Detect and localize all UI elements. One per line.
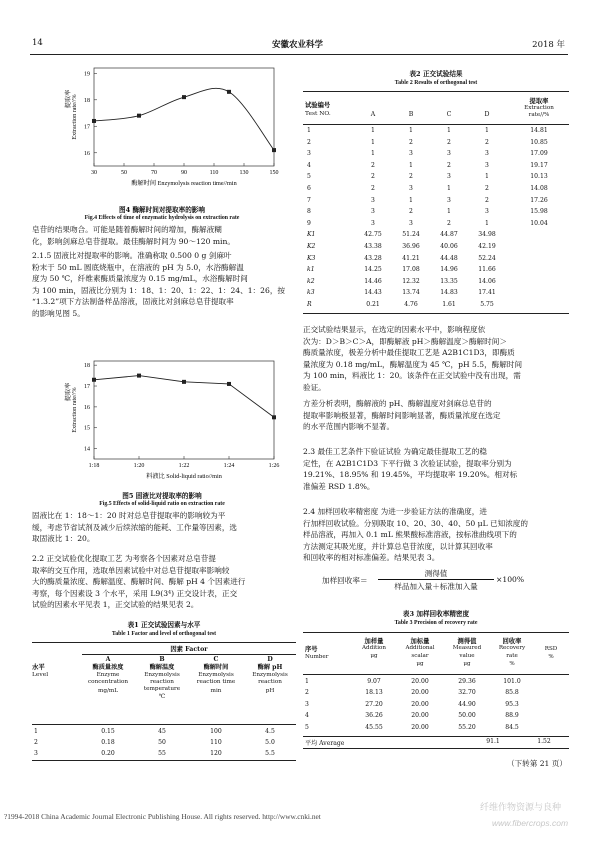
table-1-header-en2: reaction <box>258 679 282 685</box>
data-point <box>92 119 96 123</box>
table-3-cell: 27.20 <box>365 700 383 708</box>
table-3-header-cn: 序号 <box>305 646 318 653</box>
x-tick-label: 90 <box>181 170 187 176</box>
table-1-caption-cn: 表1 正交试验因素与水平 <box>127 621 201 629</box>
table-1-header-en1: Enzymolysis <box>198 672 234 678</box>
table-1-caption-en: Table 1 Factor and level of orthogonal test <box>111 631 217 637</box>
table-3-cell: 44.90 <box>458 700 476 708</box>
copyright-line: ?1994-2018 China Academic Journal Electronic Publishing House. All rights reserved. http://www.cnki.net <box>4 812 321 821</box>
table-2-rate-cn: 提取率 <box>529 98 549 105</box>
table-1-header-en1: Enzymolysis <box>144 672 180 678</box>
table-2-cell: 3 <box>485 208 489 216</box>
table-2-cell: 41.21 <box>402 254 420 262</box>
table-2-col-header: B <box>408 111 414 118</box>
table-3-average-rate: 91.1 <box>486 738 500 745</box>
table-2-cell: R <box>307 301 312 308</box>
section-2-1-5 <box>32 250 296 320</box>
table-2-cell: 4.76 <box>404 301 418 308</box>
x-tick-label: 50 <box>121 170 127 176</box>
table-2-cell: 2 <box>371 185 375 192</box>
table-2-cell: 44.87 <box>440 231 458 239</box>
table-1-header-en3: temperature <box>143 686 181 692</box>
table-3-cell: 4 <box>305 712 309 720</box>
y-axis-label-cn: 提取率 <box>65 89 72 109</box>
table-3-header-cn: 加标量 <box>410 638 430 645</box>
data-point <box>182 95 186 99</box>
table-2-cell: 3 <box>371 208 375 216</box>
y-tick-label: 17 <box>84 384 90 391</box>
text-line: 2.2 正交试验优化提取工艺 为考察各个因素对总皂苷提 <box>32 554 216 563</box>
table-3-header-en: μg <box>463 661 471 667</box>
table-2-cell: 17.09 <box>530 150 548 158</box>
table-2-cell: 2 <box>307 138 311 146</box>
data-point <box>137 374 141 378</box>
table-2-cell: 14.25 <box>364 266 382 274</box>
text-line: 2.1.5 固液比对提取率的影响。准确称取 0.500 0 g 剑麻叶 <box>32 251 232 260</box>
table-1-cell: 0.15 <box>101 728 115 735</box>
x-tick-label: 1:20 <box>133 463 145 469</box>
table-1-header-en1: Enzyme <box>96 672 120 678</box>
table-2-cell: 2 <box>485 138 489 146</box>
table-2-cell: 9 <box>307 219 311 227</box>
table-3-header-en: scalar <box>411 653 429 659</box>
table-2-cell: 44.48 <box>440 254 458 262</box>
table-2-cell: 3 <box>409 185 413 192</box>
table-2-cell: 42.19 <box>478 243 496 250</box>
table-2-cell: 1 <box>447 127 451 134</box>
table-2-cell: 10.13 <box>530 173 548 181</box>
table-3-cell: 55.20 <box>458 723 476 731</box>
data-point <box>272 148 276 152</box>
x-axis-label: 酶解时间 Enzymolysis reaction time//min <box>131 180 237 187</box>
table-2-rate-en1: Extraction <box>524 105 554 111</box>
table-2-cell: 14.83 <box>440 289 458 297</box>
header-rule <box>30 54 568 55</box>
table-1-level-cn: 水平 <box>32 663 45 671</box>
table-2-test-en: Test NO. <box>305 111 331 117</box>
text-line: 次为：D＞B＞C＞A，即酶解液 pH＞酶解温度＞酶解时间＞ <box>303 336 507 346</box>
y-tick-label: 14 <box>84 446 90 453</box>
table-1-header-unit: pH <box>265 688 275 694</box>
table-2-cell: 19.17 <box>530 161 548 169</box>
table-2-cell: 13.35 <box>440 277 458 285</box>
table-2-caption-en: Table 2 Results of orthogonal test <box>394 80 478 86</box>
table-1-cell: 2 <box>34 739 38 746</box>
table-3-cell: 20.00 <box>411 723 429 731</box>
table-3-header-cn: 测得值 <box>457 638 477 645</box>
table-2-cell: 3 <box>447 150 451 158</box>
table-2-cell: K1 <box>307 231 316 239</box>
table-2-rate-en2: rate//% <box>528 112 550 118</box>
section-2-3 <box>303 446 569 492</box>
table-1-header-cn: 酶解时间 <box>203 664 229 671</box>
text-line: “1.3.2”项下方法制备样品溶液，固液比对剑麻总皂苷提取率 <box>32 297 234 307</box>
table-1-cell: 100 <box>210 728 222 735</box>
table-2-cell: 2 <box>371 173 375 181</box>
table-2-cell: 1 <box>485 173 489 181</box>
text-line: 试验的因素水平见表 1，正交试验的结果见表 2。 <box>32 600 199 610</box>
table-1-header-cn: 酶解温度 <box>149 664 175 671</box>
table-2-cell: 15.98 <box>530 208 548 216</box>
table-1-cell: 0.18 <box>101 739 115 746</box>
text-line: 大的酶质量浓度、酶解温度、酶解时间、酶解 pH 4 个因素进行 <box>32 577 246 587</box>
table-2-cell: 3 <box>371 219 375 227</box>
table-3-cell: 18.13 <box>365 689 383 697</box>
table-1-cell: 120 <box>210 750 222 757</box>
data-point <box>182 380 186 384</box>
table-3-caption-cn: 表3 加样回收率精密度 <box>402 610 470 618</box>
table-2-cell: 3 <box>485 161 489 169</box>
table-2-cell: 1 <box>485 127 489 134</box>
table-1-header-en2: concentration <box>87 679 129 685</box>
x-tick-label: 150 <box>269 170 279 176</box>
table-2-cell: 17.41 <box>478 289 496 297</box>
table-2-cell: 1 <box>371 150 375 158</box>
table-3-cell: 2 <box>305 689 309 697</box>
figure-5-chart <box>50 355 290 487</box>
table-2-cell: 34.98 <box>478 231 496 239</box>
table-3-header-en: value <box>459 653 475 659</box>
y-tick-label: 18 <box>84 97 90 104</box>
table-2-cell: 0.21 <box>366 301 380 308</box>
table-2-cell: 3 <box>371 196 375 204</box>
table-3-cell: 20.00 <box>411 678 429 685</box>
table-1-level-en: Level <box>32 672 49 678</box>
table-2-cell: 43.28 <box>364 254 382 262</box>
table-3-header-en: Number <box>305 654 329 660</box>
table-3-average-label: 平均 Average <box>305 740 345 747</box>
table-3-cell: 5 <box>305 723 309 731</box>
text-line: 行加样回收试验。分别吸取 10、20、30、40、50 μL 已知浓度的 <box>303 518 528 528</box>
table-2-col-header: C <box>446 111 452 118</box>
table-2-cell: 13.74 <box>402 289 420 297</box>
table-2-cell: 1 <box>307 127 311 134</box>
table-3-header-en: % <box>509 661 515 667</box>
text-line: 考察，每个因素设 3 个水平，采用 L9(3⁴) 正交设计表，正交 <box>32 588 238 598</box>
table-3-cell: 84.5 <box>505 723 519 731</box>
text-line: 准偏差 RSD 1.8%。 <box>303 481 375 491</box>
table-2-cell: 1 <box>409 196 413 204</box>
table-2-cell: 51.24 <box>402 231 420 239</box>
table-2-cell: 5 <box>307 173 311 181</box>
table-2-cell: K2 <box>307 243 316 250</box>
watermark-url: www.fibercrops.com <box>492 818 569 828</box>
journal-title: 安徽农业科学 <box>271 40 323 50</box>
table-2-cell: k3 <box>307 289 315 297</box>
table-3-header-en: Addition <box>362 645 386 651</box>
x-tick-label: 130 <box>239 170 249 176</box>
table-2-cell: 3 <box>447 173 451 181</box>
y-axis-label-cn: 提取率 <box>65 382 72 402</box>
table-1-header-unit: mg/mL <box>97 688 119 694</box>
table-2-cell: k2 <box>307 277 315 285</box>
after-figure-5-paragraph <box>32 510 296 545</box>
table-3-cell: 29.36 <box>458 678 476 685</box>
table-1-header-cn: 酶解 pH <box>257 664 283 671</box>
table-2-cell: 12.32 <box>402 277 420 285</box>
y-tick-label: 16 <box>84 404 90 411</box>
table-1-header-unit: min <box>210 688 222 694</box>
table-2-col-header: D <box>484 111 490 118</box>
table-2-cell: 6 <box>307 185 311 192</box>
year: 2018 年 <box>532 40 565 50</box>
text-line: 缓，考虑节省试剂及减少后续浓缩的能耗、工作量等因素，选 <box>32 522 238 532</box>
table-2-cell: 2 <box>447 219 451 227</box>
text-line: 19.21%、18.95% 和 19.45%，平均提取率 19.20%。相对标 <box>303 470 518 480</box>
section-2-2 <box>32 553 296 611</box>
table-2-cell: 14.06 <box>478 277 496 285</box>
table-2-cell: 17.26 <box>530 196 548 204</box>
table-2-cell: 1 <box>409 161 413 169</box>
table-3-cell: 45.55 <box>365 723 383 731</box>
table-3-caption-en: Table 3 Precision of recovery rate <box>394 620 478 626</box>
formula-left: 加样回收率＝ <box>322 576 368 585</box>
text-line: 粉末于 50 mL 圆底烧瓶中，在溶液的 pH 为 5.0，水浴酶解温 <box>32 262 244 272</box>
table-1-header-letter: C <box>213 656 219 663</box>
table-2-cell: 14.43 <box>364 289 382 297</box>
text-line: 为 100 min，料液比 1：20。该条件在正交试验中没有出现，需 <box>303 371 521 381</box>
continued-note: （下转第 21 页） <box>506 759 567 768</box>
table-1-cell: 0.20 <box>101 750 115 757</box>
table-3-cell: 32.70 <box>458 689 476 697</box>
table-2-cell: 40.06 <box>440 243 458 250</box>
figure-5-caption-cn: 图5 固液比对提取率的影响 <box>122 492 202 500</box>
table-2-cell: 2 <box>447 161 451 169</box>
table-2-cell: 1 <box>447 208 451 216</box>
table-2-col-header: A <box>370 111 376 118</box>
table-1-header-en2: reaction time <box>196 679 236 685</box>
table-3-cell: 1 <box>305 678 309 685</box>
text-line: 的影响见图 5。 <box>32 308 85 318</box>
table-1-header-cn: 酶质量浓度 <box>92 664 124 671</box>
y-axis-label-en: Extraction rate//% <box>71 94 78 140</box>
text-line: 的水平范围内影响不显著。 <box>303 422 395 432</box>
table-2-cell: 1 <box>371 127 375 134</box>
watermark-cn: 纤维作物资源与良种 <box>480 802 562 812</box>
table-2-cell: 2 <box>371 161 375 169</box>
figure-4-chart <box>50 62 290 194</box>
table-2-cell: 2 <box>409 208 413 216</box>
table-2-cell: 3 <box>485 150 489 158</box>
text-line: 和回收率的相对标准偏差。结果见表 3。 <box>303 553 440 563</box>
data-point <box>227 90 231 94</box>
table-3-cell: 88.9 <box>505 712 519 720</box>
table-2-cell: K3 <box>307 254 316 262</box>
table-2-cell: 1.61 <box>442 301 456 308</box>
table-3-cell: 20.00 <box>411 700 429 708</box>
table-3-header-en: Measured <box>452 645 482 651</box>
x-axis-label: 料液比 Solid-liquid ratio//min <box>146 473 222 480</box>
table-3-header-en: μg <box>416 661 424 667</box>
formula-numerator: 测得值 <box>424 569 448 578</box>
table-2-cell: 17.08 <box>402 266 420 274</box>
table-2-cell: 14.46 <box>364 277 382 285</box>
table-2-cell: 1 <box>447 185 451 192</box>
table-2-cell: 2 <box>485 196 489 204</box>
text-line: 固液比在 1：18～1：20 时对总皂苷提取率的影响较为平 <box>32 511 226 520</box>
section-2-4 <box>303 506 569 564</box>
table-2-cell: 3 <box>307 150 311 158</box>
y-tick-label: 18 <box>84 363 90 370</box>
table-1-header-en1: Enzymolysis <box>252 672 288 678</box>
table-2-cell: 7 <box>307 196 311 204</box>
table-1-cell: 5.5 <box>265 750 275 757</box>
table-3-cell: 101.0 <box>503 678 521 685</box>
page-number: 14 <box>32 38 43 48</box>
table-1-cell: 1 <box>34 728 38 735</box>
table-3-header-cn: 加样量 <box>364 638 384 645</box>
table-1-header-letter: B <box>159 656 165 663</box>
text-line: 样品溶液，再加入 0.1 mL 熊果酸标准溶液，按标准曲线项下的 <box>303 530 517 540</box>
table-2-cell: 36.96 <box>402 243 420 250</box>
table-3-header-en: % <box>548 654 554 660</box>
anova-paragraph <box>303 398 569 433</box>
table-3-header-en: rate <box>506 653 518 659</box>
table-2-cell: 3 <box>409 150 413 158</box>
table-1-cell: 55 <box>158 750 166 757</box>
table-1-header-en2: reaction <box>150 679 174 685</box>
table-3-cell: 20.00 <box>411 689 429 697</box>
table-2-cell: 2 <box>409 173 413 181</box>
table-2-cell: 8 <box>307 208 311 216</box>
table-2-cell: 1 <box>485 219 489 227</box>
left-top-paragraph <box>32 224 296 247</box>
data-point <box>92 378 96 382</box>
data-point <box>227 382 231 386</box>
plot-frame <box>94 68 274 166</box>
table-2-cell: 10.04 <box>530 219 548 227</box>
text-line: 提取率影响极显著，酶解时间影响显著，酶质量浓度在选定 <box>303 410 501 420</box>
y-axis-label-en: Extraction rate//% <box>71 387 78 433</box>
table-2-cell: 52.24 <box>478 254 496 262</box>
x-tick-label: 1:22 <box>178 463 190 469</box>
text-line: 定性，在 A2B1C1D3 下平行做 3 次验证试验，提取率分别为 <box>303 458 512 468</box>
table-3-cell: 50.00 <box>458 712 476 720</box>
table-1-header-letter: D <box>267 656 273 663</box>
table-2-cell: 1 <box>409 127 413 134</box>
table-3-header-cn: 回收率 <box>502 638 522 645</box>
figure-4-caption-en: Fig.4 Effects of time of enzymatic hydrolysis on extraction rate <box>84 215 240 221</box>
text-line: 方差分析表明，酶解液的 pH、酶解温度对剑麻总皂苷的 <box>303 399 492 408</box>
table-1-cell: 110 <box>210 739 222 746</box>
table-2-cell: 3 <box>447 196 451 204</box>
table-3-cell: 9.07 <box>367 678 381 685</box>
table-1-cell: 50 <box>158 739 166 746</box>
table-2-cell: 11.66 <box>478 266 496 274</box>
x-tick-label: 1:26 <box>268 463 280 469</box>
y-tick-label: 16 <box>84 150 90 157</box>
x-tick-label: 1:18 <box>88 463 100 469</box>
text-line: 度为 50 ℃，纤维素酶质量浓度为 0.15 mg/mL，水浴酶解时间 <box>32 274 248 284</box>
figure-5-caption-en: Fig.5 Effects of solid-liquid ratio on extraction rate <box>99 501 225 507</box>
text-line: 化，影响剑麻总皂苷提取。最佳酶解时间为 90～120 min。 <box>32 236 235 246</box>
table-2-cell: 14.96 <box>440 266 458 274</box>
table-3-header-en: Additional <box>405 645 435 651</box>
text-line: 验证。 <box>303 382 326 392</box>
table-2-cell: 14.08 <box>530 185 548 192</box>
table-1-cell: 3 <box>34 750 38 757</box>
table-3-header-en: Recovery <box>498 645 526 651</box>
table-2-test-cn: 试验编号 <box>305 102 331 109</box>
formula-right: ×100% <box>496 575 525 584</box>
x-tick-label: 70 <box>151 170 157 176</box>
text-line: 皂苷的结果吻合。可能是随着酶解时间的增加，酶解液糊 <box>32 225 222 234</box>
table-1-cell: 4.5 <box>265 728 275 735</box>
table-2-caption-cn: 表2 正交试验结果 <box>409 70 463 78</box>
table-1-cell: 5.0 <box>265 739 275 746</box>
text-line: 正交试验结果显示，在选定的因素水平中，影响程度依 <box>303 325 486 334</box>
x-tick-label: 1:24 <box>223 463 235 469</box>
text-line: 方法测定其吸光度，并计算总皂苷浓度，以计算其回收率 <box>303 541 493 551</box>
y-tick-label: 19 <box>84 71 90 78</box>
y-tick-label: 15 <box>84 425 90 432</box>
text-line: 2.4 加样回收率精密度 为进一步验证方法的准确度，进 <box>303 507 487 516</box>
data-point <box>137 114 141 118</box>
table-1-header-letter: A <box>105 656 111 663</box>
table-3-header-en: RSD <box>544 646 558 652</box>
table-3-cell: 3 <box>305 700 309 708</box>
plot-frame <box>94 361 274 459</box>
table-2-cell: 1 <box>371 138 375 146</box>
table-2-cell: 4 <box>307 161 311 169</box>
table-2-cell: k1 <box>307 266 315 274</box>
table-3-cell: 20.00 <box>411 712 429 720</box>
text-line: 取固液比 1：20。 <box>32 534 95 544</box>
text-line: 2.3 最佳工艺条件下验证试验 为确定最佳提取工艺的稳 <box>303 447 487 456</box>
table-2-cell: 42.75 <box>364 231 382 239</box>
table-3-cell: 85.8 <box>505 689 519 697</box>
text-line: 取率的交互作用，选取单因素试验中对总皂苷提取率影响较 <box>32 565 230 575</box>
orthogonal-result-paragraph <box>303 324 569 394</box>
table-1-factor-header: 因素 Factor <box>170 646 208 653</box>
x-tick-label: 30 <box>91 170 97 176</box>
text-line: 量浓度为 0.18 mg/mL，酶解温度为 45 ℃，pH 5.5，酶解时间 <box>303 359 523 369</box>
figure-4-caption-cn: 图4 酶解时间对提取率的影响 <box>118 206 205 214</box>
table-2-cell: 14.81 <box>530 127 548 134</box>
formula-denominator: 样品加入量＋标准加入量 <box>394 582 478 591</box>
table-2-cell: 2 <box>409 138 413 146</box>
x-tick-label: 110 <box>209 170 219 176</box>
table-2-cell: 2 <box>447 138 451 146</box>
table-2-cell: 43.38 <box>364 243 382 250</box>
table-2-cell: 2 <box>485 185 489 192</box>
text-line: 为 100 min，固液比分别为 1：18、1：20、1：22、1：24、1：26，按 <box>32 285 286 295</box>
table-3-header-en: μg <box>370 653 378 659</box>
text-line: 酶质量浓度，极差分析中最佳提取工艺是 A2B1C1D3，即酶质 <box>303 348 515 358</box>
table-1-header-unit: ℃ <box>158 694 166 700</box>
table-3-average-rsd: 1.52 <box>537 738 551 745</box>
table-3-cell: 95.3 <box>505 700 519 708</box>
table-2-cell: 10.85 <box>530 138 548 146</box>
recovery-formula <box>322 568 572 594</box>
data-point <box>272 415 276 419</box>
table-2-cell: 5.75 <box>480 301 494 308</box>
table-2-cell: 3 <box>409 219 413 227</box>
y-tick-label: 17 <box>84 124 90 131</box>
table-1-cell: 45 <box>158 728 166 735</box>
table-3-cell: 36.26 <box>365 712 383 720</box>
